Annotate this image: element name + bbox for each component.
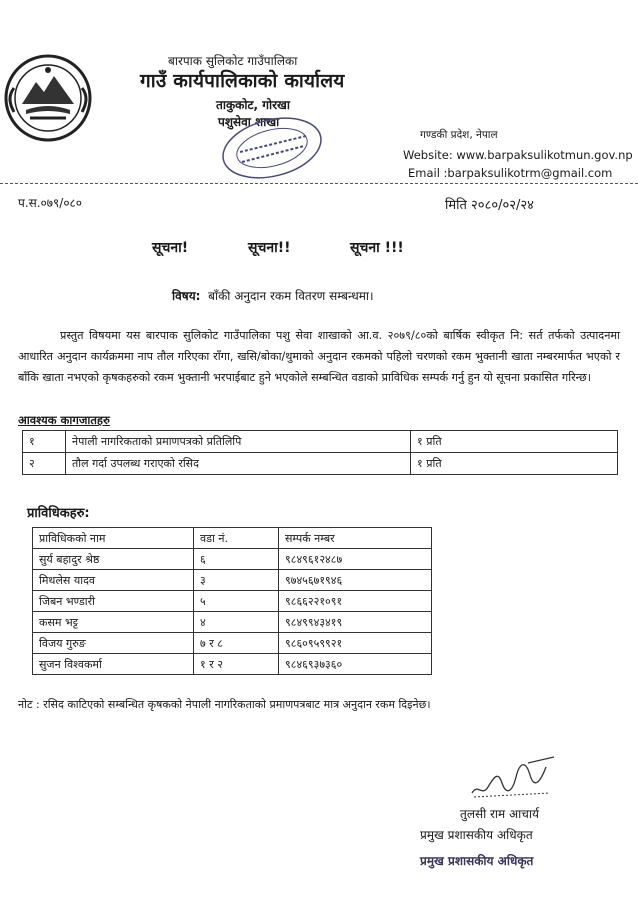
government-emblem-icon: [0, 52, 96, 144]
table-row: [23, 431, 618, 453]
signature-icon: [468, 753, 558, 801]
doc-no: २: [23, 453, 66, 475]
technician-ward: ४: [194, 612, 279, 633]
table-row: [33, 654, 432, 675]
email[interactable]: Email :barpaksulikotrm@gmail.com: [408, 166, 613, 180]
technician-ward: ५: [194, 591, 279, 612]
subject-label: विषय:: [172, 289, 201, 303]
documents-heading: आवश्यक कागजातहरु: [18, 413, 110, 427]
reference-number: प.स.०७९/०८०: [18, 196, 83, 210]
signatory-name: तुलसी राम आचार्य: [460, 807, 539, 821]
table-row: [23, 453, 618, 475]
technician-name: सुर्य बहादुर श्रेष्ठ: [33, 549, 194, 570]
technician-phone: ९८४९९४३४१९: [279, 612, 432, 633]
documents-table: [22, 430, 618, 475]
technician-name: मिथलेस यादव: [33, 570, 194, 591]
table-row: [33, 570, 432, 591]
technician-phone: ९८६६२२१०९१: [279, 591, 432, 612]
body-text: प्रस्तुत विषयमा यस बारपाक सुलिकोट गाउँपालिका पशु सेवा शाखाको आ.व. २०७९/८०को बार्षिक स्वीकृत नि: सर्त तर्फको उत्पादनमा आधारित अनुदान कार्यक्रममा नाप तौल गरिएका राँगा, खसि/बोका/थुमाको अनुदान रकमको पहिलो चरणको रकम भुक्तानी खाता नम्बरमार्फत भएको र बाँकि खाता नभएको कृषकहरुको रकम भुक्तानी भरपाईबाट हुने भएकोले सम्बन्धित वडाको प्राविधिक सम्पर्क गर्नु हुन यो सूचना प्रकासित गरिन्छ।: [18, 329, 620, 384]
note: नोट : रसिद काटिएको सम्बन्धित कृषकको नेपाली नागरिकताको प्रमाणपत्रबाट मात्र अनुदान रकम दिइनेछ।: [18, 698, 431, 711]
column-header-name: प्राविधिकको नाम: [33, 528, 194, 549]
doc-item: नेपाली नागरिकताको प्रमाणपत्रको प्रतिलिपि: [66, 431, 411, 453]
signatory-seal: प्रमुख प्रशासकीय अधिकृत: [420, 854, 534, 868]
address-line-2: पशुसेवा शाखा: [218, 115, 280, 129]
table-row: [33, 633, 432, 654]
doc-qty: १ प्रति: [411, 431, 618, 453]
technicians-heading: प्राविधिकहरु:: [27, 506, 90, 521]
technician-ward: ३: [194, 570, 279, 591]
technician-phone: ९७४५६७१९४६: [279, 570, 432, 591]
org-name: बारपाक सुलिकोट गाउँपालिका: [168, 54, 298, 68]
signatory-title: प्रमुख प्रशासकीय अधिकृत: [420, 828, 533, 842]
technician-name: सुजन विश्वकर्मा: [33, 654, 194, 675]
office-title: गाउँ कार्यपालिकाको कार्यालय: [140, 70, 345, 92]
notice-heading-3: सूचना !!!: [350, 240, 404, 256]
table-row: [33, 549, 432, 570]
technician-phone: ९८६०९५९९२१: [279, 633, 432, 654]
doc-no: १: [23, 431, 66, 453]
subject-text: बाँकी अनुदान रकम वितरण सम्बन्धमा।: [208, 289, 374, 303]
header-divider: [0, 183, 638, 184]
doc-qty: १ प्रति: [411, 453, 618, 475]
technician-ward: ७ र ८: [194, 633, 279, 654]
technician-phone: ९८४६९३७३६०: [279, 654, 432, 675]
technician-ward: १ र २: [194, 654, 279, 675]
technician-name: जिबन भण्डारी: [33, 591, 194, 612]
technician-name: कसम भट्ट: [33, 612, 194, 633]
technicians-table: [32, 527, 432, 675]
doc-item: तौल गर्दा उपलब्ध गराएको रसिद: [66, 453, 411, 475]
column-header-ward: वडा नं.: [194, 528, 279, 549]
technician-ward: ६: [194, 549, 279, 570]
body-paragraph: [18, 325, 620, 388]
website[interactable]: Website: www.barpaksulikotmun.gov.np: [403, 148, 633, 162]
technician-phone: ९८४९६१२४८७: [279, 549, 432, 570]
table-row: [33, 612, 432, 633]
office-stamp-icon: [210, 112, 330, 182]
province: गण्डकी प्रदेश, नेपाल: [420, 129, 498, 141]
table-row: [33, 591, 432, 612]
date: मिति २०८०/०२/२४: [445, 198, 534, 213]
technician-name: विजय गुरुङ: [33, 633, 194, 654]
column-header-contact: सम्पर्क नम्बर: [279, 528, 432, 549]
address-line-1: ताकुकोट, गोरखा: [216, 98, 290, 112]
notice-heading-2: सूचना!!: [248, 240, 291, 256]
notice-heading-1: सूचना!: [152, 240, 189, 256]
subject-line: [172, 287, 374, 304]
table-header-row: [33, 528, 432, 549]
